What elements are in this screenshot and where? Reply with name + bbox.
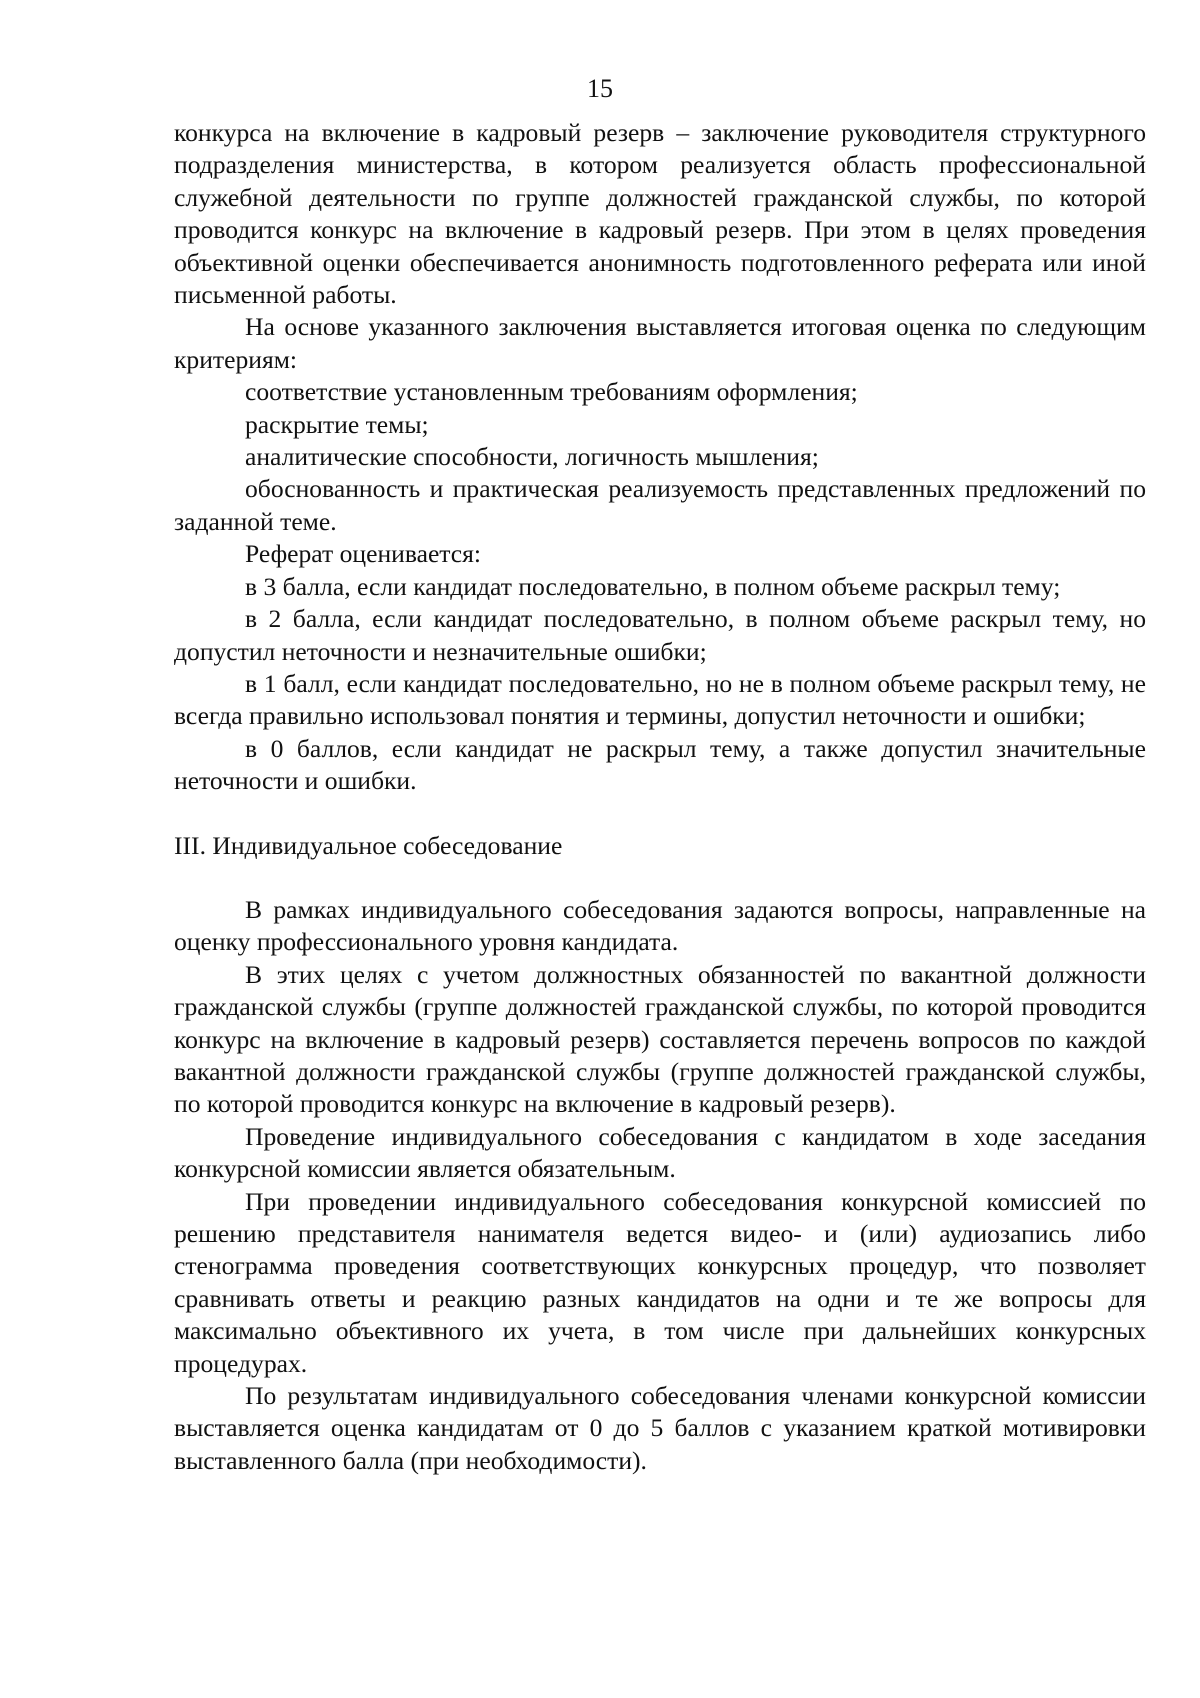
- score-item: в 2 балла, если кандидат последовательно, в полном объеме раскрыл тему, но допустил неточности и незначительные ошибки;: [174, 604, 1146, 666]
- section-heading: III. Индивидуальное собеседование: [174, 830, 563, 860]
- criteria-item: аналитические способности, логичность мышления;: [245, 442, 819, 472]
- criteria-item: раскрытие темы;: [245, 409, 429, 439]
- paragraph: По результатам индивидуального собеседования членами конкурсной комиссии выставляется оценка кандидатам от 0 до 5 баллов с указанием краткой мотивировки выставленного балла (при необходимости).: [174, 1381, 1146, 1475]
- document-body: [174, 117, 1146, 1477]
- score-item: в 0 баллов, если кандидат не раскрыл тему, а также допустил значительные неточности и ошибки.: [174, 733, 1146, 796]
- score-item: в 3 балла, если кандидат последовательно, в полном объеме раскрыл тему;: [245, 571, 1061, 601]
- paragraph: В рамках индивидуального собеседования задаются вопросы, направленные на оценку профессионального уровня кандидата.: [174, 894, 1146, 957]
- paragraph: Реферат оценивается:: [245, 539, 482, 569]
- page-number: 15: [587, 74, 613, 103]
- score-item: в 1 балл, если кандидат последовательно, но не в полном объеме раскрыл тему, не всегда правильно использовал понятия и термины, допустил неточности и ошибки;: [174, 668, 1146, 731]
- criteria-item: обоснованность и практическая реализуемость представленных предложений по заданной теме.: [174, 474, 1146, 536]
- paragraph: При проведении индивидуального собеседования конкурсной комиссией по решению представителя нанимателя ведется видео- и (или) аудиозапись либо стенограмма проведения соответствующих конкурсных процедур, что позволяет сравнивать ответы и реакцию разных кандидатов на одни и те же вопросы для максимально объективного их учета, в том числе при дальнейших конкурсных процедурах.: [174, 1186, 1146, 1378]
- criteria-item: соответствие установленным требованиям оформления;: [245, 377, 858, 407]
- paragraph: Проведение индивидуального собеседования с кандидатом в ходе заседания конкурсной комиссии является обязательным.: [174, 1121, 1146, 1184]
- paragraph: На основе указанного заключения выставляется итоговая оценка по следующим критериям:: [174, 312, 1146, 374]
- paragraph-continuation: конкурса на включение в кадровый резерв – заключение руководителя структурного подразделения министерства, в котором реализуется область профессиональной служебной деятельности по группе должностей гражданской службы, по которой проводится конкурс на включение в кадровый резерв. При этом в целях проведения объективной оценки обеспечивается анонимность подготовленного реферата или иной письменной работы.: [174, 118, 1146, 310]
- paragraph: В этих целях с учетом должностных обязанностей по вакантной должности гражданской службы (группе должностей гражданской службы, по которой проводится конкурс на включение в кадровый резерв) составляется перечень вопросов по каждой вакантной должности гражданской службы (группе должностей гражданской службы, по которой проводится конкурс на включение в кадровый резерв).: [174, 959, 1146, 1119]
